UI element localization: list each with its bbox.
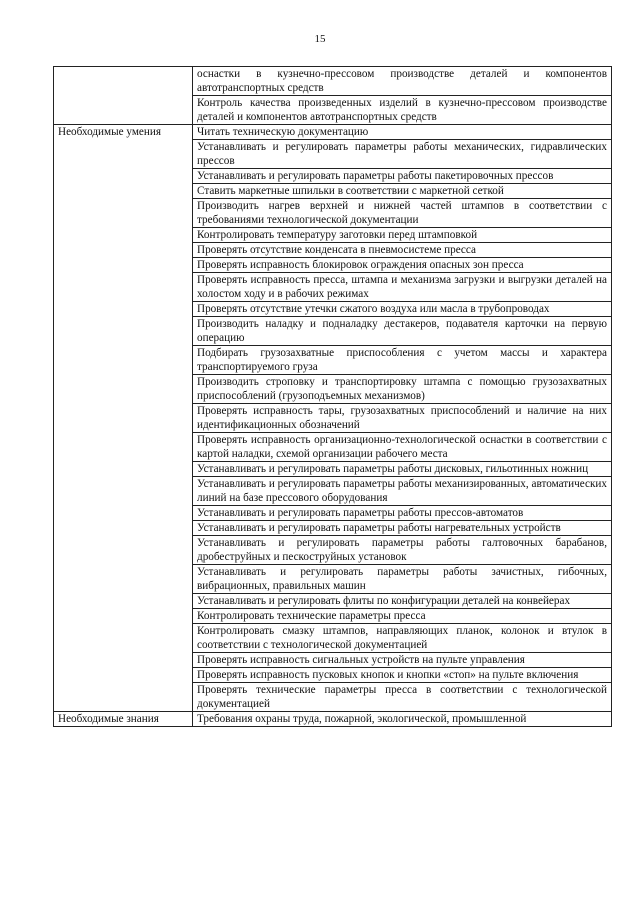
requirement-item: Устанавливать и регулировать параметры работы галтовочных барабанов, дробеструйных и пескоструйных установок [193, 536, 612, 565]
requirement-item: Устанавливать и регулировать параметры работы прессов-автоматов [193, 506, 612, 521]
requirement-item: Проверять технические параметры пресса в соответствии с технологической документацией [193, 683, 612, 712]
requirement-item: Устанавливать и регулировать параметры работы зачистных, гибочных, вибрационных, правильных машин [193, 565, 612, 594]
requirement-item: Проверять отсутствие конденсата в пневмосистеме пресса [193, 243, 612, 258]
requirement-item: Проверять исправность организационно-технологической оснастки в соответствии с картой наладки, схемой организации рабочего места [193, 433, 612, 462]
requirement-item: Производить строповку и транспортировку штампа с помощью грузозахватных приспособлений (грузоподъемных механизмов) [193, 375, 612, 404]
table-row [54, 67, 612, 96]
competency-table [53, 66, 612, 727]
requirement-item: Проверять исправность сигнальных устройств на пульте управления [193, 653, 612, 668]
requirement-item: Проверять исправность пусковых кнопок и кнопки «стоп» на пульте включения [193, 668, 612, 683]
requirement-item: Контролировать температуру заготовки перед штамповкой [193, 228, 612, 243]
requirement-item: оснастки в кузнечно-прессовом производстве деталей и компонентов автотранспортных средств [193, 67, 612, 96]
requirement-item: Контролировать смазку штампов, направляющих планок, колонок и втулок в соответствии с технологической документацией [193, 624, 612, 653]
requirement-item: Проверять исправность тары, грузозахватных приспособлений и наличие на них идентификационных обозначений [193, 404, 612, 433]
requirement-item: Проверять отсутствие утечки сжатого воздуха или масла в трубопроводах [193, 302, 612, 317]
requirement-item: Устанавливать и регулировать флиты по конфигурации деталей на конвейерах [193, 594, 612, 609]
requirement-item: Устанавливать и регулировать параметры работы дисковых, гильотинных ножниц [193, 462, 612, 477]
requirement-item: Производить нагрев верхней и нижней частей штампов в соответствии с требованиями технологической документации [193, 199, 612, 228]
competency-table-body [54, 67, 612, 727]
requirement-item: Подбирать грузозахватные приспособления с учетом массы и характера транспортируемого груза [193, 346, 612, 375]
requirement-item: Контроль качества произведенных изделий в кузнечно-прессовом производстве деталей и компонентов автотранспортных средств [193, 96, 612, 125]
requirement-item: Контролировать технические параметры пресса [193, 609, 612, 624]
requirement-item: Устанавливать и регулировать параметры работы пакетировочных прессов [193, 169, 612, 184]
requirement-item: Устанавливать и регулировать параметры работы механизированных, автоматических линий на базе прессового оборудования [193, 477, 612, 506]
table-row [54, 712, 612, 727]
section-label [54, 67, 193, 125]
requirement-item: Проверять исправность блокировок ограждения опасных зон пресса [193, 258, 612, 273]
requirement-item: Проверять исправность пресса, штампа и механизма загрузки и выгрузки деталей на холостом ходу и в рабочих режимах [193, 273, 612, 302]
section-label: Необходимые умения [54, 125, 193, 712]
section-label: Необходимые знания [54, 712, 193, 727]
page-number: 15 [314, 33, 326, 45]
requirement-item: Устанавливать и регулировать параметры работы нагревательных устройств [193, 521, 612, 536]
requirement-item: Требования охраны труда, пожарной, экологической, промышленной [193, 712, 612, 727]
requirement-item: Устанавливать и регулировать параметры работы механических, гидравлических прессов [193, 140, 612, 169]
requirement-item: Читать техническую документацию [193, 125, 612, 140]
requirement-item: Производить наладку и подналадку дестакеров, подавателя карточки на первую операцию [193, 317, 612, 346]
table-row [54, 125, 612, 140]
requirement-item: Ставить маркетные шпильки в соответствии с маркетной сеткой [193, 184, 612, 199]
